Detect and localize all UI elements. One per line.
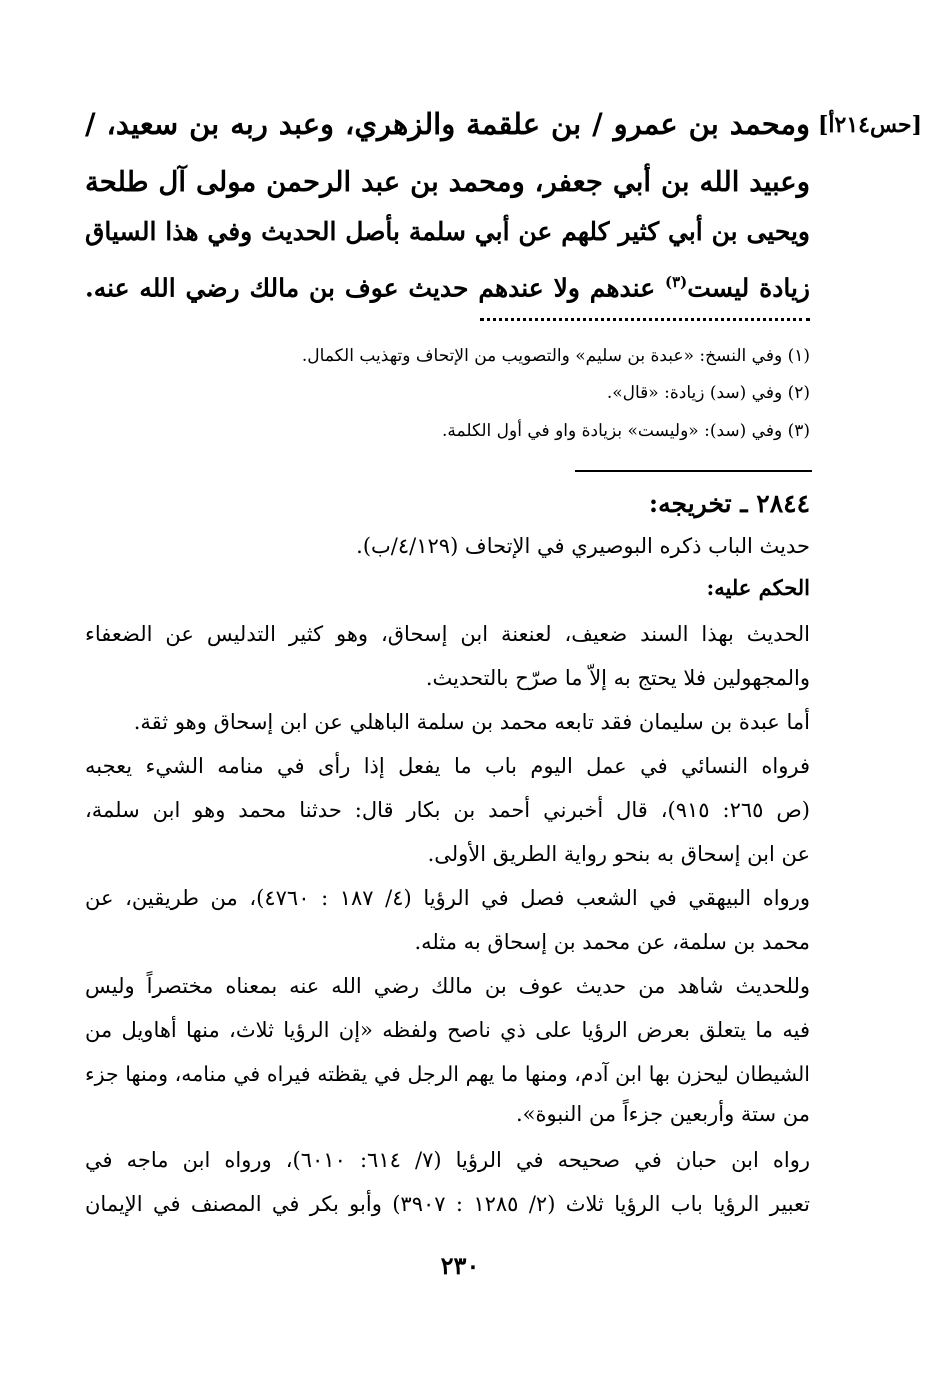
body-line: الحديث بهذا السند ضعيف، لعنعنة ابن إسحاق، وهو كثير التدليس عن الضعفاء xyxy=(85,622,810,646)
body-line: محمد بن سلمة، عن محمد بن إسحاق به مثله. xyxy=(414,930,810,954)
margin-reference: [حس٢١٤أ] xyxy=(818,112,923,138)
takhrij-heading: ٢٨٤٤ ـ تخريجه: xyxy=(648,489,810,518)
main-text-line: زيادة ليست$^{(٣)}$ عندهم ولا عندهم حديث عوف بن مالك رضي الله عنه. xyxy=(85,273,810,303)
takhrij-text: حديث الباب ذكره البوصيري في الإتحاف (٤/١٢٩/ب). xyxy=(356,534,810,558)
body-line: من ستة وأربعين جزءاً من النبوة». xyxy=(515,1102,810,1126)
footnote: (٣) وفي (سد): «وليست» بزيادة واو في أول الكلمة. xyxy=(442,421,810,441)
footnote-marker: (٣) xyxy=(664,273,688,291)
hukm-heading: الحكم عليه: xyxy=(706,575,810,600)
body-line: والمجهولين فلا يحتج به إلاّ ما صرّح بالتحديث. xyxy=(425,666,810,690)
body-line: فيه ما يتعلق بعرض الرؤيا على ذي ناصح ولفظه «إن الرؤيا ثلاث، منها أهاويل من xyxy=(85,1018,810,1042)
section-divider xyxy=(575,470,812,472)
main-text-line: ويحيى بن أبي كثير كلهم عن أبي سلمة بأصل الحديث وفي هذا السياق xyxy=(85,217,810,246)
page-number: ٢٣٠ xyxy=(440,1251,480,1280)
body-line: أما عبدة بن سليمان فقد تابعه محمد بن سلمة الباهلي عن ابن إسحاق وهو ثقة. xyxy=(133,710,810,734)
footnote: (٢) وفي (سد) زيادة: «قال». xyxy=(606,383,810,403)
footnote-separator xyxy=(480,318,810,325)
body-line: الشيطان ليحزن بها ابن آدم، ومنها ما يهم الرجل في يقظته فيراه في منامه، ومنها جزء xyxy=(85,1062,810,1086)
main-text-line: وعبيد الله بن أبي جعفر، ومحمد بن عبد الرحمن مولى آل طلحة xyxy=(85,166,810,198)
main-text-line: ومحمد بن عمرو / بن علقمة والزهري، وعبد ربه بن سعيد، / xyxy=(85,107,810,141)
body-line: رواه ابن حبان في صحيحه في الرؤيا (٧/ ٦١٤: ٦٠١٠)، ورواه ابن ماجه في xyxy=(85,1148,810,1172)
body-line: فرواه النسائي في عمل اليوم باب ما يفعل إذا رأى في منامه الشيء يعجبه xyxy=(85,754,810,778)
body-line: ورواه البيهقي في الشعب فصل في الرؤيا (٤/ ١٨٧ : ٤٧٦٠)، من طريقين، عن xyxy=(85,886,810,910)
footnote: (١) وفي النسخ: «عبدة بن سليم» والتصويب من الإتحاف وتهذيب الكمال. xyxy=(301,346,810,366)
body-line: (ص ٢٦٥: ٩١٥)، قال أخبرني أحمد بن بكار قال: حدثنا محمد وهو ابن سلمة، xyxy=(85,798,810,822)
body-line: عن ابن إسحاق به بنحو رواية الطريق الأولى. xyxy=(427,842,810,866)
body-line: وللحديث شاهد من حديث عوف بن مالك رضي الله عنه بمعناه مختصراً وليس xyxy=(85,974,810,998)
body-line: تعبير الرؤيا باب الرؤيا ثلاث (٢/ ١٢٨٥ : ٣٩٠٧) وأبو بكر في المصنف في الإيمان xyxy=(85,1192,810,1216)
